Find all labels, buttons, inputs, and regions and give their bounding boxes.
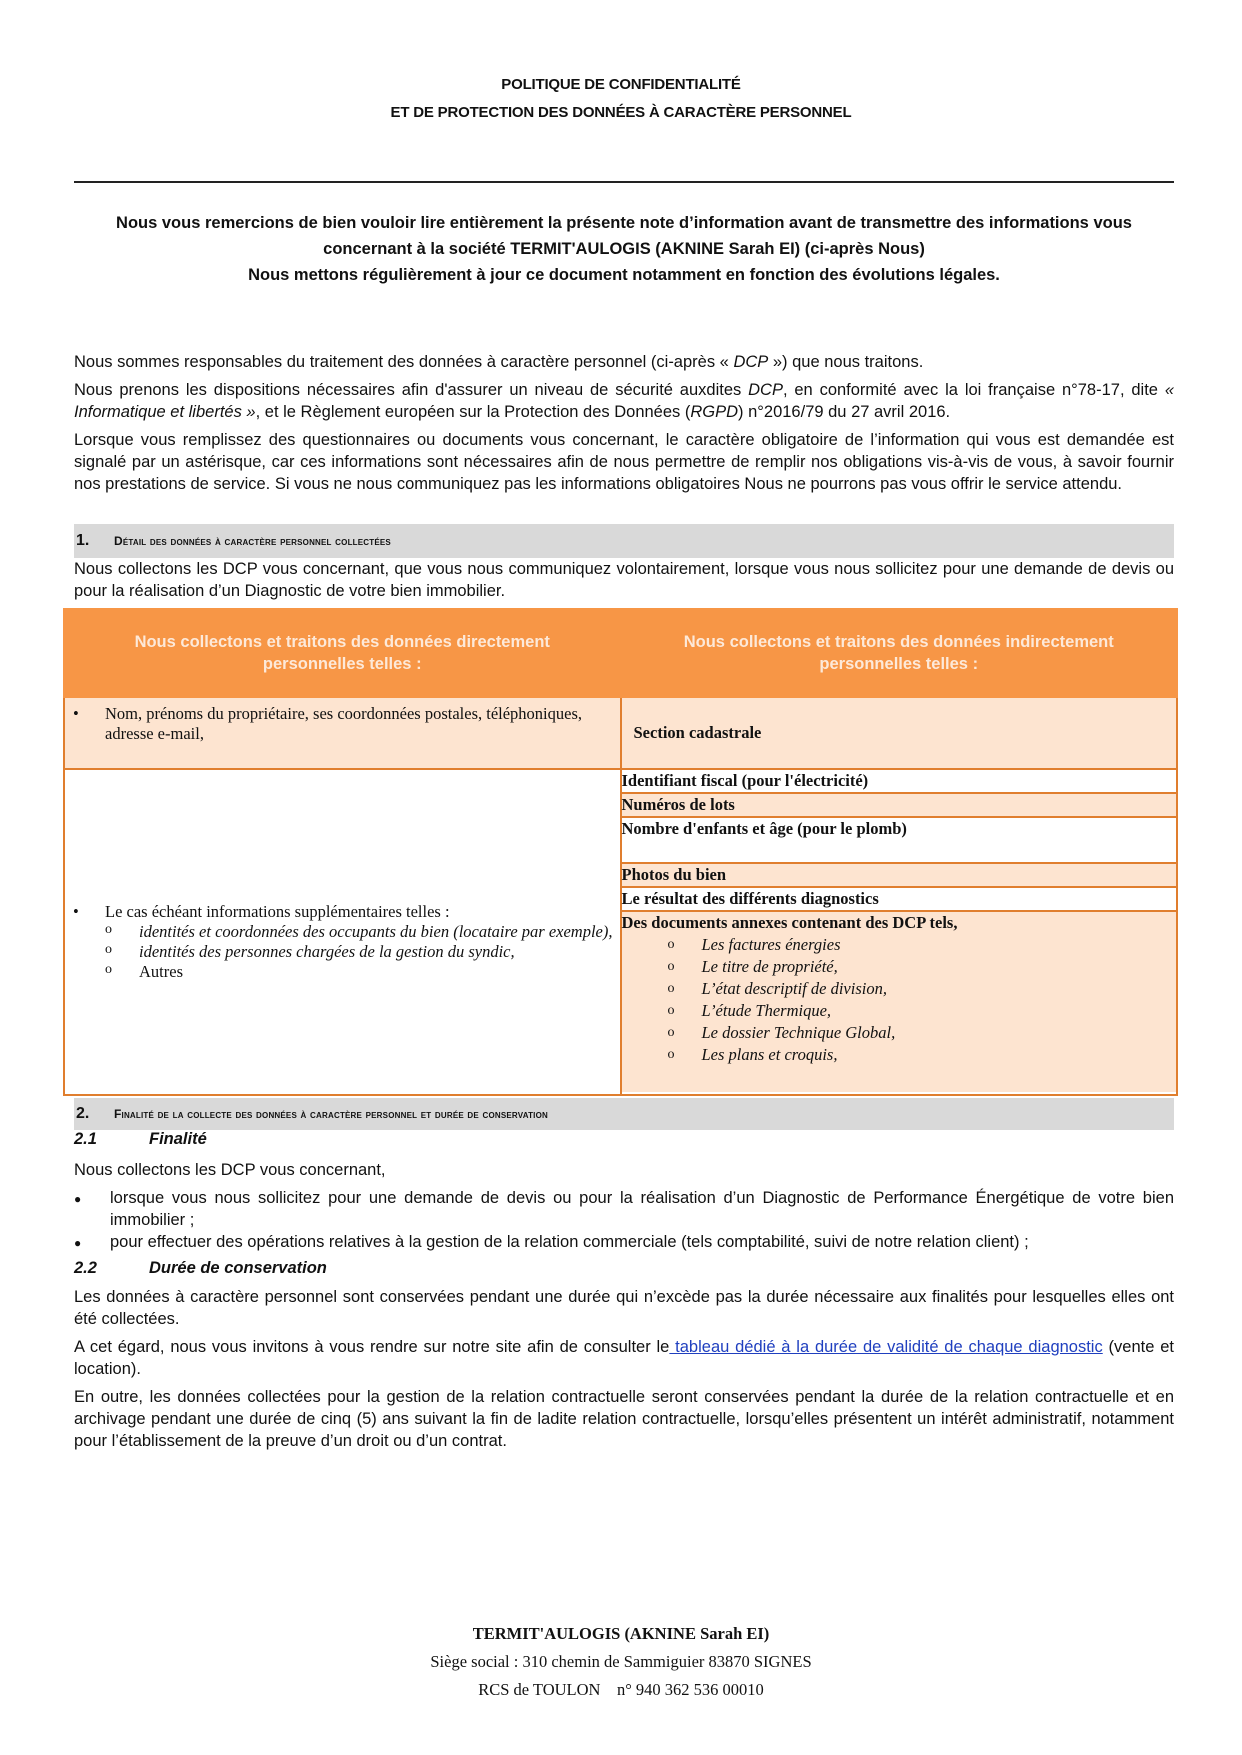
list-subitem: o identités des personnes chargées de la gestion du syndic, [129,942,620,962]
purpose-item: ● pour effectuer des opérations relatives à la gestion de la relation commerciale (tels comptabilité, suivi de notre relation client) ; [74,1231,1174,1253]
retention-p1: Les données à caractère personnel sont conservées pendant une durée qui n’excède pas la durée nécessaire aux finalités pour lesquelles elles ont été collectées. [74,1288,1174,1328]
section-1-number: 1. [76,532,90,549]
dcp-table [63,608,1178,1096]
retention-p2: A cet égard, nous vous invitons à vous rendre sur notre site afin de consulter le tableau dédié à la durée de validité de chaque diagnostic (vente et location). [74,1338,1174,1378]
list-item: • Nom, prénoms du propriétaire, ses coordonnées postales, téléphoniques, adresse e-mail, [93,704,620,744]
preamble-p1: Nous sommes responsables du traitement des données à caractère personnel (ci-après « DCP ») que nous traitons. [74,353,924,371]
table-cell-indirect-2 [621,769,1178,1095]
document-title-line2: ET DE PROTECTION DES DONNÉES À CARACTÈRE PERSONNEL [390,104,852,121]
section-1-text [74,558,1174,608]
header-divider [74,181,1174,183]
preamble [74,351,1174,501]
subsection-2-1-heading: 2.1 Finalité [74,1130,207,1148]
footer-address: Siège social : 310 chemin de Sammiguier 83870 SIGNES [430,1652,812,1671]
purpose-item: ● lorsque vous nous sollicitez pour une demande de devis ou pour la réalisation d’un Diagnostic de Performance Énergétique de votre bien immobilier ; [74,1187,1174,1231]
section-2-heading [74,1098,1174,1130]
intro-line1: Nous vous remercions de bien vouloir lire entièrement la présente note d’information avant de transmettre des informations vous [116,214,1132,232]
section-2-title: Finalité de la collecte des données à caractère personnel et durée de conservation [114,1107,548,1121]
table-cell-direct-1 [64,697,621,769]
document-subitem: o Le dossier Technique Global, [692,1022,1177,1044]
indirect-item: Le résultat des différents diagnostics [622,887,1177,911]
document-subitem: o Le titre de propriété, [692,956,1177,978]
footer-rcs: RCS de TOULON n° 940 362 536 00010 [478,1680,764,1699]
document-subitem: o Les factures énergies [692,934,1177,956]
document-subitem: o L’étude Thermique, [692,1000,1177,1022]
list-subitem: o Autres [129,962,620,982]
indirect-item: Photos du bien [622,863,1177,887]
indirect-item: Nombre d'enfants et âge (pour le plomb) [622,817,1177,863]
subsection-2-1-intro: Nous collectons les DCP vous concernant, [74,1161,386,1179]
preamble-p2: Nous prenons les dispositions nécessaires afin d'assurer un niveau de sécurité auxdites DCP, en conformité avec la loi française n°78-17, dite « Informatique et libertés », et le Règlement européen sur la Protection des Données (RGPD) n°2016/79 du 27 avril 2016. [74,381,1174,421]
table-header-direct: Nous collectons et traitons des données directement personnelles telles : [64,609,621,697]
list-item: • Le cas échéant informations supplémentaires telles : o identités et coordonnées des occupants du bien (locataire par exemple), o identités des personnes chargées de la gestion du syndic, o Autres [93,902,620,982]
subsection-2-1-body [74,1159,1174,1253]
table-cell-indirect-1: Section cadastrale [621,697,1178,769]
section-1-heading [74,524,1174,558]
indirect-item-documents: Des documents annexes contenant des DCP tels, o Les factures énergies o Le titre de propriété, o L’état descriptif de division, o L’étude Thermique, o Le dossier Technique Global, o Les plans et croquis, [622,911,1177,1092]
retention-p3: En outre, les données collectées pour la gestion de la relation contractuelle seront conservées pendant la durée de la relation contractuelle et en archivage pendant une durée de cinq (5) ans suivant la fin de ladite relation contractuelle, lorsqu’elles présentent un intérêt administratif, notamment pour l’établissement de la preuve d’un droit ou d’un contrat. [74,1388,1174,1450]
subsection-2-2-body [74,1286,1174,1458]
document-subitem: o L’état descriptif de division, [692,978,1177,1000]
indirect-item: Numéros de lots [622,793,1177,817]
intro-line2: concernant à la société TERMIT'AULOGIS (AKNINE Sarah EI) (ci-après Nous) [323,240,925,258]
validity-table-link[interactable]: tableau dédié à la durée de validité de chaque diagnostic [669,1338,1103,1356]
section-1-title: Détail des données à caractère personnel collectées [114,534,391,548]
footer-company: TERMIT'AULOGIS (AKNINE Sarah EI) [472,1624,770,1643]
intro-line3: Nous mettons régulièrement à jour ce document notamment en fonction des évolutions légales. [248,266,1000,284]
document-subitem: o Les plans et croquis, [692,1044,1177,1066]
indirect-item: Identifiant fiscal (pour l'électricité) [622,770,1177,793]
document-title-line1: POLITIQUE DE CONFIDENTIALITÉ [501,76,741,93]
intro-notice [74,210,1174,288]
section-1-paragraph: Nous collectons les DCP vous concernant, que vous nous communiquez volontairement, lorsque vous nous sollicitez pour une demande de devis ou pour la réalisation d’un Diagnostic de votre bien immobilier. [74,560,1174,600]
subsection-2-2-heading: 2.2 Durée de conservation [74,1259,327,1277]
preamble-p3: Lorsque vous remplissez des questionnaires ou documents vous concernant, le caractère obligatoire de l’information qui vous est demandée est signalé par un astérisque, car ces informations sont nécessaires afin de nous permettre de remplir nos obligations vis-à-vis de vous, à savoir fournir nos prestations de service. Si vous ne nous communiquez pas les informations obligatoires Nous ne pourrons pas vous offrir le service attendu. [74,431,1174,493]
section-2-number: 2. [76,1105,90,1122]
table-cell-direct-2 [64,769,621,1095]
list-subitem: o identités et coordonnées des occupants du bien (locataire par exemple), [129,922,620,942]
indirect-data-list [622,770,1177,1092]
table-header-indirect: Nous collectons et traitons des données indirectement personnelles telles : [621,609,1178,697]
